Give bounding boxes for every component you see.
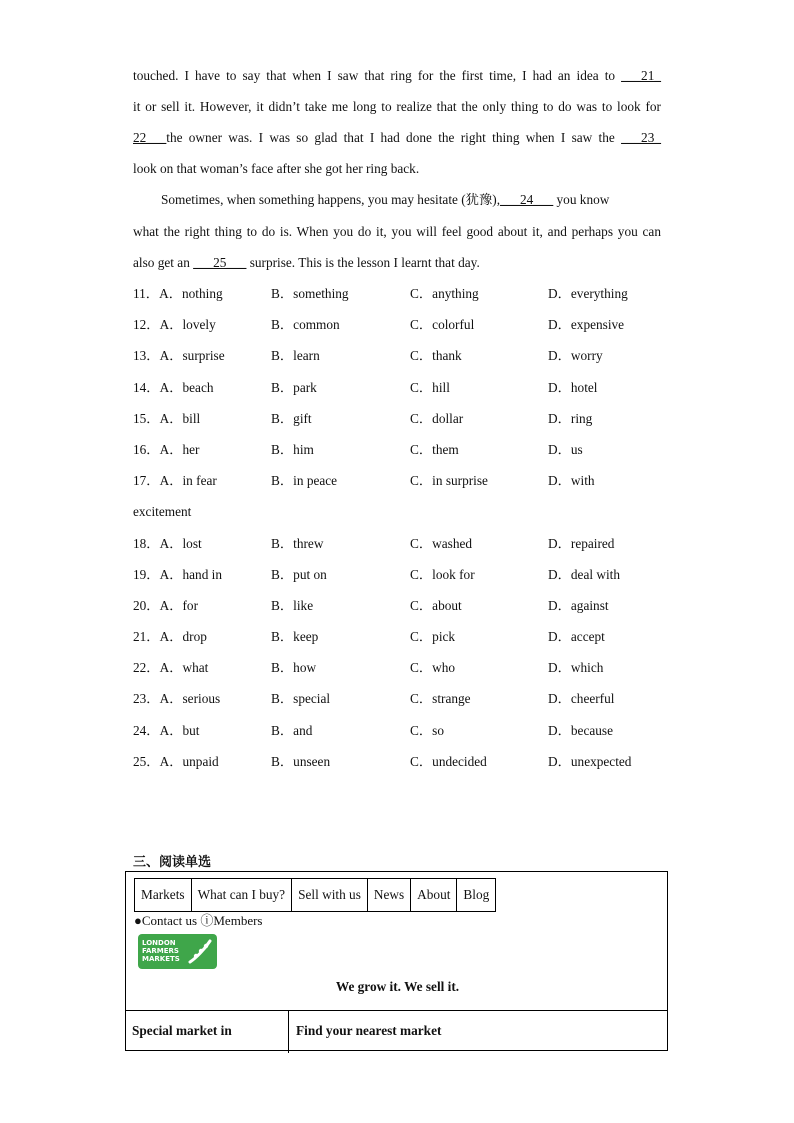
option-a: 24．A．but (133, 722, 200, 738)
question-row (133, 597, 673, 628)
option-b: B．in peace (271, 473, 338, 489)
option-c: C．about (410, 597, 462, 613)
question-row (133, 753, 673, 784)
members-link[interactable]: Members (213, 913, 263, 928)
blank-23: ___23_ (621, 130, 661, 145)
passage-text: surprise. This is the lesson I learnt that day. (246, 255, 480, 270)
passage-line (133, 129, 661, 147)
passage-text: look on that woman’s face after she got her ring back. (133, 161, 420, 176)
nav-item-about[interactable]: About (411, 879, 457, 911)
info-icon: ⓘ (200, 913, 214, 928)
option-d: D．hotel (548, 379, 598, 395)
nav-item-news[interactable]: News (368, 879, 411, 911)
website-tagline: We grow it. We sell it. (335, 979, 460, 994)
blank-21: ___21_ (621, 68, 661, 83)
option-d: D．ring (548, 410, 593, 426)
option-c: C．pick (410, 629, 456, 645)
option-d: D．repaired (548, 535, 615, 551)
option-b: B．something (271, 286, 349, 301)
option-b: B．put on (271, 566, 327, 582)
table-cell-special-market: Special market in (125, 1011, 289, 1053)
option-a: excitement (133, 504, 192, 520)
option-b: B．park (271, 379, 317, 395)
passage-text: touched. I have to say that when I saw that ring for the first time, I had an idea to (133, 68, 622, 83)
question-row (133, 503, 673, 534)
nav-item-markets[interactable]: Markets (135, 879, 192, 911)
option-b: B．learn (271, 348, 320, 364)
option-b: B．gift (271, 410, 312, 426)
option-c: C．strange (410, 691, 471, 707)
chat-icon: ● (134, 913, 142, 928)
passage-text: what the right thing to do is. When you do it, you will feel good about it, and perhaps you can (133, 224, 661, 239)
option-d: D．worry (548, 348, 603, 364)
option-a: 12．A．lovely (133, 317, 216, 333)
blank-24: ___24___ (500, 192, 554, 207)
option-a: 11．A．nothing (133, 286, 223, 301)
option-c: C．colorful (410, 317, 475, 333)
passage-text: it or sell it. However, it didn’t take me long to realize that the only thing to do was to look for (133, 99, 661, 114)
option-a: 16．A．her (133, 441, 200, 457)
passage-line (133, 254, 661, 272)
blank-22: 22___ (133, 130, 167, 145)
option-d: D．expensive (548, 317, 625, 333)
question-row (133, 441, 673, 472)
passage-line (133, 98, 661, 116)
nav-item-what-can-i-buy[interactable]: What can I buy? (192, 879, 293, 911)
option-c: C．look for (410, 566, 475, 582)
website-table-row (125, 1010, 668, 1053)
passage-text: you know (553, 192, 610, 207)
question-row (133, 285, 673, 316)
question-row (133, 535, 673, 566)
option-b: B．special (271, 691, 331, 707)
option-d: D．deal with (548, 566, 621, 582)
nav-item-blog[interactable]: Blog (463, 887, 490, 902)
question-row (133, 472, 673, 503)
option-c: C．thank (410, 348, 462, 364)
option-c: C．hill (410, 379, 450, 395)
question-row (133, 347, 673, 378)
option-a: 19．A．hand in (133, 566, 223, 582)
option-d: D．which (548, 660, 604, 676)
option-c: C．anything (410, 286, 479, 301)
option-d: D．everything (548, 286, 628, 301)
passage-line (161, 191, 654, 209)
passage-line (133, 67, 661, 85)
question-row (133, 410, 673, 441)
passage-line (133, 160, 661, 178)
option-a: 15．A．bill (133, 410, 201, 426)
option-a: 14．A．beach (133, 379, 214, 395)
option-a: 25．A．unpaid (133, 753, 219, 769)
logo-line: MARKETS (142, 955, 180, 963)
question-row (133, 316, 673, 347)
peapod-icon (186, 938, 214, 966)
option-a: 22．A．what (133, 660, 209, 676)
section-title: 三、阅读单选 (133, 855, 212, 870)
contact-link[interactable]: Contact us (141, 913, 198, 928)
option-a: 23．A．serious (133, 691, 221, 707)
option-a: 13．A．surprise (133, 348, 225, 364)
option-a: 18．A．lost (133, 535, 202, 551)
option-a: 21．A．drop (133, 629, 207, 645)
blank-25: ___25___ (193, 255, 247, 270)
passage-line (133, 223, 661, 241)
passage-text: also get an (133, 255, 194, 270)
logo-text (142, 939, 180, 963)
option-d: D．because (548, 722, 613, 738)
option-a: 20．A．for (133, 597, 198, 613)
option-b: B．keep (271, 629, 319, 645)
question-row (133, 722, 673, 753)
website-links (134, 913, 262, 929)
option-b: B．threw (271, 535, 324, 551)
question-row (133, 566, 673, 597)
option-b: B．him (271, 441, 314, 457)
passage-text: Sometimes, when something happens, you may hesitate (犹豫), (161, 192, 501, 207)
nav-item-sell-with-us[interactable]: Sell with us (292, 879, 368, 911)
option-c: C．so (410, 722, 444, 738)
option-d: D．accept (548, 629, 605, 645)
question-row (133, 690, 673, 721)
london-farmers-markets-logo (138, 934, 217, 969)
option-d: D．with (548, 473, 595, 489)
logo-line: FARMERS (142, 947, 179, 955)
question-row (133, 659, 673, 690)
question-row (133, 379, 673, 410)
option-d: D．unexpected (548, 753, 632, 769)
option-a: 17．A．in fear (133, 473, 217, 489)
logo-line: LONDON (142, 939, 176, 947)
question-row (133, 628, 673, 659)
option-b: B．how (271, 660, 317, 676)
option-d: D．against (548, 597, 609, 613)
option-b: B．like (271, 597, 314, 613)
question-options (133, 285, 673, 784)
table-cell-find-market: Find your nearest market (296, 1023, 442, 1038)
passage-text: the owner was. I was so glad that I had done the right thing when I saw the (166, 130, 622, 145)
option-c: C．undecided (410, 753, 487, 769)
option-c: C．in surprise (410, 473, 488, 489)
option-d: D．cheerful (548, 691, 615, 707)
option-b: B．and (271, 722, 313, 738)
website-nav (134, 878, 496, 912)
option-c: C．them (410, 441, 459, 457)
website-box (125, 871, 668, 1051)
option-c: C．dollar (410, 410, 464, 426)
option-b: B．unseen (271, 753, 331, 769)
option-c: C．washed (410, 535, 473, 551)
option-c: C．who (410, 660, 456, 676)
option-b: B．common (271, 317, 340, 333)
option-d: D．us (548, 441, 583, 457)
